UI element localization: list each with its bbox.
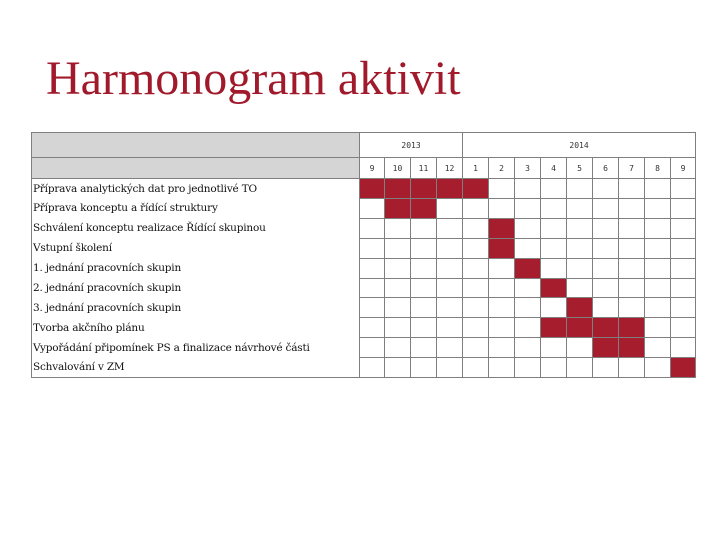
gantt-empty-cell xyxy=(385,238,411,258)
gantt-empty-cell xyxy=(437,198,463,218)
month-header: 9 xyxy=(360,158,385,179)
month-header: 11 xyxy=(411,158,437,179)
gantt-empty-cell xyxy=(437,358,463,378)
gantt-bar-cell xyxy=(489,238,515,258)
gantt-empty-cell xyxy=(671,198,696,218)
gantt-bar-cell xyxy=(567,318,593,338)
task-label: 1. jednání pracovních skupin xyxy=(32,258,360,278)
gantt-empty-cell xyxy=(463,238,489,258)
gantt-table xyxy=(31,132,696,378)
gantt-bar-cell xyxy=(437,179,463,199)
gantt-empty-cell xyxy=(541,258,567,278)
gantt-bar-cell xyxy=(463,179,489,199)
gantt-empty-cell xyxy=(645,358,671,378)
task-row xyxy=(32,258,696,278)
gantt-empty-cell xyxy=(541,198,567,218)
gantt-empty-cell xyxy=(360,298,385,318)
gantt-empty-cell xyxy=(463,298,489,318)
gantt-empty-cell xyxy=(463,218,489,238)
gantt-bar-cell xyxy=(567,298,593,318)
task-label: Schvalování v ZM xyxy=(32,358,360,378)
gantt-empty-cell xyxy=(619,298,645,318)
gantt-empty-cell xyxy=(645,278,671,298)
gantt-empty-cell xyxy=(463,338,489,358)
gantt-empty-cell xyxy=(489,198,515,218)
gantt-empty-cell xyxy=(489,278,515,298)
gantt-empty-cell xyxy=(619,238,645,258)
gantt-empty-cell xyxy=(619,278,645,298)
gantt-bar-cell xyxy=(541,278,567,298)
gantt-empty-cell xyxy=(541,218,567,238)
gantt-empty-cell xyxy=(385,338,411,358)
gantt-bar-cell xyxy=(360,179,385,199)
gantt-empty-cell xyxy=(671,318,696,338)
year-header-row xyxy=(32,133,696,158)
gantt-empty-cell xyxy=(411,338,437,358)
gantt-empty-cell xyxy=(463,358,489,378)
gantt-empty-cell xyxy=(515,358,541,378)
gantt-empty-cell xyxy=(360,238,385,258)
gantt-empty-cell xyxy=(515,338,541,358)
gantt-empty-cell xyxy=(385,358,411,378)
gantt-empty-cell xyxy=(541,338,567,358)
gantt-empty-cell xyxy=(360,358,385,378)
gantt-empty-cell xyxy=(489,358,515,378)
gantt-empty-cell xyxy=(619,358,645,378)
gantt-empty-cell xyxy=(489,258,515,278)
task-label: Tvorba akčního plánu xyxy=(32,318,360,338)
gantt-empty-cell xyxy=(541,298,567,318)
gantt-bar-cell xyxy=(671,358,696,378)
gantt-empty-cell xyxy=(671,258,696,278)
task-label: 3. jednání pracovních skupin xyxy=(32,298,360,318)
gantt-empty-cell xyxy=(489,318,515,338)
task-row xyxy=(32,358,696,378)
task-row xyxy=(32,338,696,358)
gantt-empty-cell xyxy=(411,278,437,298)
gantt-empty-cell xyxy=(489,298,515,318)
task-row xyxy=(32,318,696,338)
year-header: 2013 xyxy=(360,133,463,158)
gantt-bar-cell xyxy=(411,198,437,218)
gantt-empty-cell xyxy=(515,298,541,318)
gantt-empty-cell xyxy=(645,218,671,238)
gantt-bar-cell xyxy=(541,318,567,338)
month-header: 3 xyxy=(515,158,541,179)
gantt-empty-cell xyxy=(360,338,385,358)
month-header-row xyxy=(32,158,696,179)
gantt-empty-cell xyxy=(360,278,385,298)
gantt-bar-cell xyxy=(411,179,437,199)
gantt-empty-cell xyxy=(515,198,541,218)
gantt-bar-cell xyxy=(515,258,541,278)
month-header: 7 xyxy=(619,158,645,179)
gantt-empty-cell xyxy=(411,318,437,338)
gantt-empty-cell xyxy=(515,179,541,199)
gantt-empty-cell xyxy=(593,278,619,298)
gantt-empty-cell xyxy=(645,318,671,338)
gantt-empty-cell xyxy=(411,218,437,238)
month-header: 12 xyxy=(437,158,463,179)
gantt-empty-cell xyxy=(515,238,541,258)
gantt-empty-cell xyxy=(515,318,541,338)
gantt-empty-cell xyxy=(385,278,411,298)
month-header: 10 xyxy=(385,158,411,179)
task-label: Vypořádání připomínek PS a finalizace návrhové části xyxy=(32,338,360,358)
month-header: 2 xyxy=(489,158,515,179)
gantt-bar-cell xyxy=(385,179,411,199)
gantt-empty-cell xyxy=(437,278,463,298)
gantt-empty-cell xyxy=(671,298,696,318)
gantt-empty-cell xyxy=(463,318,489,338)
task-label: Vstupní školení xyxy=(32,238,360,258)
slide-title: Harmonogram aktivit xyxy=(46,52,461,105)
gantt-empty-cell xyxy=(671,179,696,199)
task-label: Příprava konceptu a řídící struktury xyxy=(32,198,360,218)
gantt-bar-cell xyxy=(619,338,645,358)
gantt-empty-cell xyxy=(645,338,671,358)
gantt-bar-cell xyxy=(593,318,619,338)
gantt-empty-cell xyxy=(645,198,671,218)
month-header: 4 xyxy=(541,158,567,179)
gantt-empty-cell xyxy=(593,218,619,238)
gantt-bar-cell xyxy=(619,318,645,338)
gantt-empty-cell xyxy=(463,278,489,298)
gantt-empty-cell xyxy=(593,258,619,278)
gantt-empty-cell xyxy=(385,318,411,338)
gantt-empty-cell xyxy=(437,238,463,258)
gantt-empty-cell xyxy=(411,258,437,278)
gantt-empty-cell xyxy=(619,198,645,218)
gantt-bar-cell xyxy=(593,338,619,358)
gantt-empty-cell xyxy=(411,358,437,378)
gantt-empty-cell xyxy=(567,179,593,199)
gantt-empty-cell xyxy=(411,298,437,318)
task-row xyxy=(32,218,696,238)
year-header: 2014 xyxy=(463,133,696,158)
gantt-empty-cell xyxy=(360,218,385,238)
gantt-empty-cell xyxy=(671,278,696,298)
gantt-empty-cell xyxy=(541,358,567,378)
month-header: 8 xyxy=(645,158,671,179)
header-label-cell xyxy=(32,158,360,179)
gantt-empty-cell xyxy=(567,258,593,278)
gantt-empty-cell xyxy=(619,179,645,199)
gantt-empty-cell xyxy=(593,198,619,218)
task-label: 2. jednání pracovních skupin xyxy=(32,278,360,298)
gantt-bar-cell xyxy=(489,218,515,238)
gantt-empty-cell xyxy=(541,238,567,258)
gantt-empty-cell xyxy=(671,218,696,238)
gantt-empty-cell xyxy=(489,179,515,199)
gantt-empty-cell xyxy=(619,258,645,278)
gantt-empty-cell xyxy=(645,238,671,258)
month-header: 1 xyxy=(463,158,489,179)
task-row xyxy=(32,238,696,258)
gantt-empty-cell xyxy=(567,278,593,298)
gantt-empty-cell xyxy=(645,298,671,318)
task-row xyxy=(32,278,696,298)
gantt-empty-cell xyxy=(671,238,696,258)
gantt-empty-cell xyxy=(671,338,696,358)
gantt-empty-cell xyxy=(437,298,463,318)
gantt-empty-cell xyxy=(360,318,385,338)
gantt-empty-cell xyxy=(567,358,593,378)
task-row xyxy=(32,179,696,199)
task-label: Schválení konceptu realizace Řídící skupinou xyxy=(32,218,360,238)
gantt-empty-cell xyxy=(593,298,619,318)
gantt-empty-cell xyxy=(385,298,411,318)
task-row xyxy=(32,298,696,318)
gantt-bar-cell xyxy=(385,198,411,218)
month-header: 5 xyxy=(567,158,593,179)
gantt-empty-cell xyxy=(645,179,671,199)
gantt-empty-cell xyxy=(437,258,463,278)
gantt-empty-cell xyxy=(463,258,489,278)
gantt-empty-cell xyxy=(567,338,593,358)
gantt-empty-cell xyxy=(411,238,437,258)
month-header: 9 xyxy=(671,158,696,179)
gantt-empty-cell xyxy=(541,179,567,199)
gantt-empty-cell xyxy=(437,218,463,238)
gantt-empty-cell xyxy=(515,278,541,298)
gantt-empty-cell xyxy=(360,258,385,278)
header-label-cell xyxy=(32,133,360,158)
gantt-empty-cell xyxy=(619,218,645,238)
gantt-empty-cell xyxy=(385,258,411,278)
month-header: 6 xyxy=(593,158,619,179)
task-label: Příprava analytických dat pro jednotlivé TO xyxy=(32,179,360,199)
gantt-empty-cell xyxy=(489,338,515,358)
gantt-empty-cell xyxy=(385,218,411,238)
gantt-empty-cell xyxy=(360,198,385,218)
gantt-empty-cell xyxy=(437,338,463,358)
gantt-empty-cell xyxy=(593,179,619,199)
gantt-empty-cell xyxy=(437,318,463,338)
task-row xyxy=(32,198,696,218)
gantt-empty-cell xyxy=(515,218,541,238)
gantt-empty-cell xyxy=(463,198,489,218)
gantt-empty-cell xyxy=(567,198,593,218)
gantt-empty-cell xyxy=(645,258,671,278)
gantt-empty-cell xyxy=(593,358,619,378)
gantt-empty-cell xyxy=(567,218,593,238)
gantt-empty-cell xyxy=(593,238,619,258)
gantt-empty-cell xyxy=(567,238,593,258)
